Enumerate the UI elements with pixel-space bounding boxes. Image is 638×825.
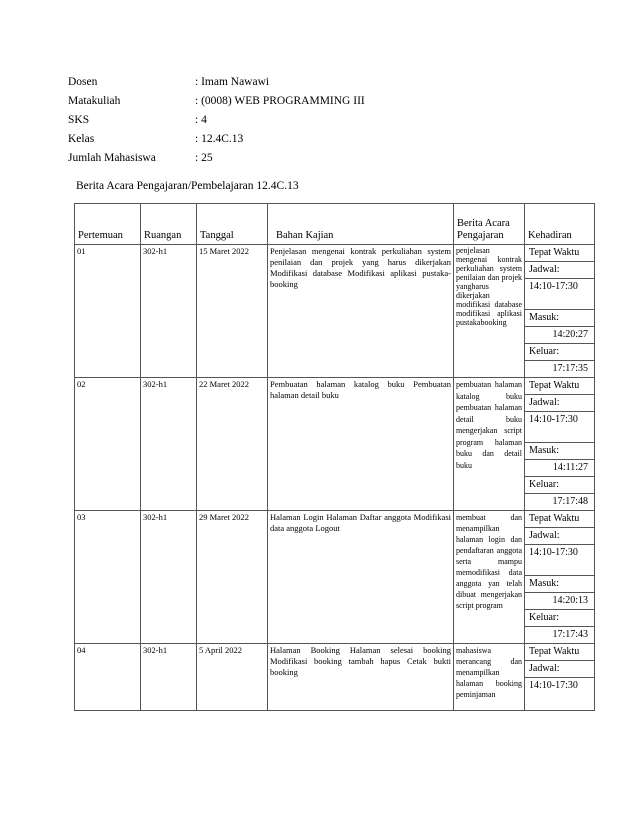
berita-acara-text: pembuatan halaman katalog buku pembuatan halaman detail buku mengerjakan script program halaman buku dan detail buku [456,380,522,470]
table-title: Berita Acara Pengajaran/Pembelajaran 12.4C.13 [76,180,299,192]
jadwal-value: 14:10-17:30 [525,279,594,310]
sks-value: : 4 [195,113,207,126]
kehadiran-box [525,378,594,510]
jadwal-value: 14:10-17:30 [525,545,594,576]
kelas-label: Kelas [68,132,95,145]
pertemuan-cell: 02 [75,378,141,511]
tanggal-cell: 15 Maret 2022 [197,245,268,378]
pertemuan-cell: 03 [75,511,141,644]
bahan-kajian-cell: Pembuatan halaman katalog buku Pembuatan halaman detail buku [268,378,454,511]
berita-acara-cell [454,511,525,644]
info-row-kelas [68,129,365,148]
ruangan-cell: 302-h1 [141,245,197,378]
kehadiran-box [525,245,594,377]
status-text: Tepat Waktu [525,511,594,528]
kehadiran-box [525,644,594,710]
berita-acara-table [74,203,595,711]
status-text: Tepat Waktu [525,245,594,262]
kehadiran-cell [525,245,595,378]
masuk-label: Masuk: [525,443,594,460]
table-row [75,245,595,378]
ruangan-cell: 302-h1 [141,378,197,511]
berita-acara-text: mahasiswa merancang dan menampilkan halaman booking peminjaman [456,646,522,699]
course-info [68,72,365,167]
info-row-sks [68,110,365,129]
keluar-label: Keluar: [525,344,594,361]
header-kehadiran: Kehadiran [525,204,595,245]
keluar-value: 17:17:43 [552,629,588,640]
kelas-value: : 12.4C.13 [195,132,244,145]
table-row [75,644,595,711]
info-row-dosen [68,72,365,91]
ruangan-cell: 302-h1 [141,511,197,644]
tanggal-cell: 22 Maret 2022 [197,378,268,511]
info-row-matakuliah [68,91,365,110]
tanggal-cell: 29 Maret 2022 [197,511,268,644]
berita-acara-text: penjelasan mengenai kontrak perkuliahan system penilaian dan projek yangharus dikerjakan modifikasi database modifikasi aplikasi pustakabooking [456,246,522,327]
berita-acara-cell [454,644,525,711]
masuk-label: Masuk: [525,576,594,593]
header-pertemuan: Pertemuan [75,204,141,245]
bahan-kajian-cell: Halaman Booking Halaman selesai booking Modifikasi booking tambah hapus Cetak bukti booking [268,644,454,711]
bahan-kajian-cell: Halaman Login Halaman Daftar anggota Modifikasi data anggota Logout [268,511,454,644]
jumlah-mahasiswa-value: : 25 [195,151,213,164]
kehadiran-cell [525,378,595,511]
jadwal-label: Jadwal: [525,661,594,678]
table-row [75,378,595,511]
dosen-label: Dosen [68,75,98,88]
header-berita-acara: Berita Acara Pengajaran [454,204,525,245]
masuk-value: 14:20:27 [525,327,594,344]
jadwal-label: Jadwal: [525,395,594,412]
jadwal-value: 14:10-17:30 [529,680,578,691]
header-bahan-kajian: Bahan Kajian [268,204,454,245]
tanggal-cell: 5 April 2022 [197,644,268,711]
pertemuan-cell: 04 [75,644,141,711]
keluar-label: Keluar: [525,477,594,494]
dosen-value: : Imam Nawawi [195,75,270,88]
matakuliah-label: Matakuliah [68,94,121,107]
keluar-label: Keluar: [525,610,594,627]
kehadiran-cell [525,511,595,644]
bahan-kajian-cell: Penjelasan mengenai kontrak perkuliahan system penilaian dan projek yang harus dikerjakan Modifikasi database Modifikasi aplikasi pustaka-booking [268,245,454,378]
jadwal-label: Jadwal: [525,528,594,545]
pertemuan-cell: 01 [75,245,141,378]
header-tanggal: Tanggal [197,204,268,245]
table-header-row [75,204,595,245]
masuk-value: 14:20:13 [525,593,594,610]
berita-acara-cell [454,378,525,511]
masuk-value: 14:11:27 [525,460,594,477]
keluar-value: 17:17:48 [552,496,588,507]
matakuliah-value: : (0008) WEB PROGRAMMING III [195,94,365,107]
table-row [75,511,595,644]
jadwal-label: Jadwal: [525,262,594,279]
masuk-label: Masuk: [525,310,594,327]
kehadiran-box [525,511,594,643]
kehadiran-cell [525,644,595,711]
berita-acara-text: membuat dan menampilkan halaman login dan pendaftaran anggota serta mampu memodifikasi data anggota yan telah dibuat mengerjakan script program [456,513,522,610]
status-text: Tepat Waktu [525,378,594,395]
ruangan-cell: 302-h1 [141,644,197,711]
status-text: Tepat Waktu [525,644,594,661]
jumlah-mahasiswa-label: Jumlah Mahasiswa [68,151,156,164]
header-ruangan: Ruangan [141,204,197,245]
berita-acara-cell [454,245,525,378]
keluar-value: 17:17:35 [552,363,588,374]
info-row-jumlah [68,148,365,167]
sks-label: SKS [68,113,90,126]
jadwal-value: 14:10-17:30 [525,412,594,443]
